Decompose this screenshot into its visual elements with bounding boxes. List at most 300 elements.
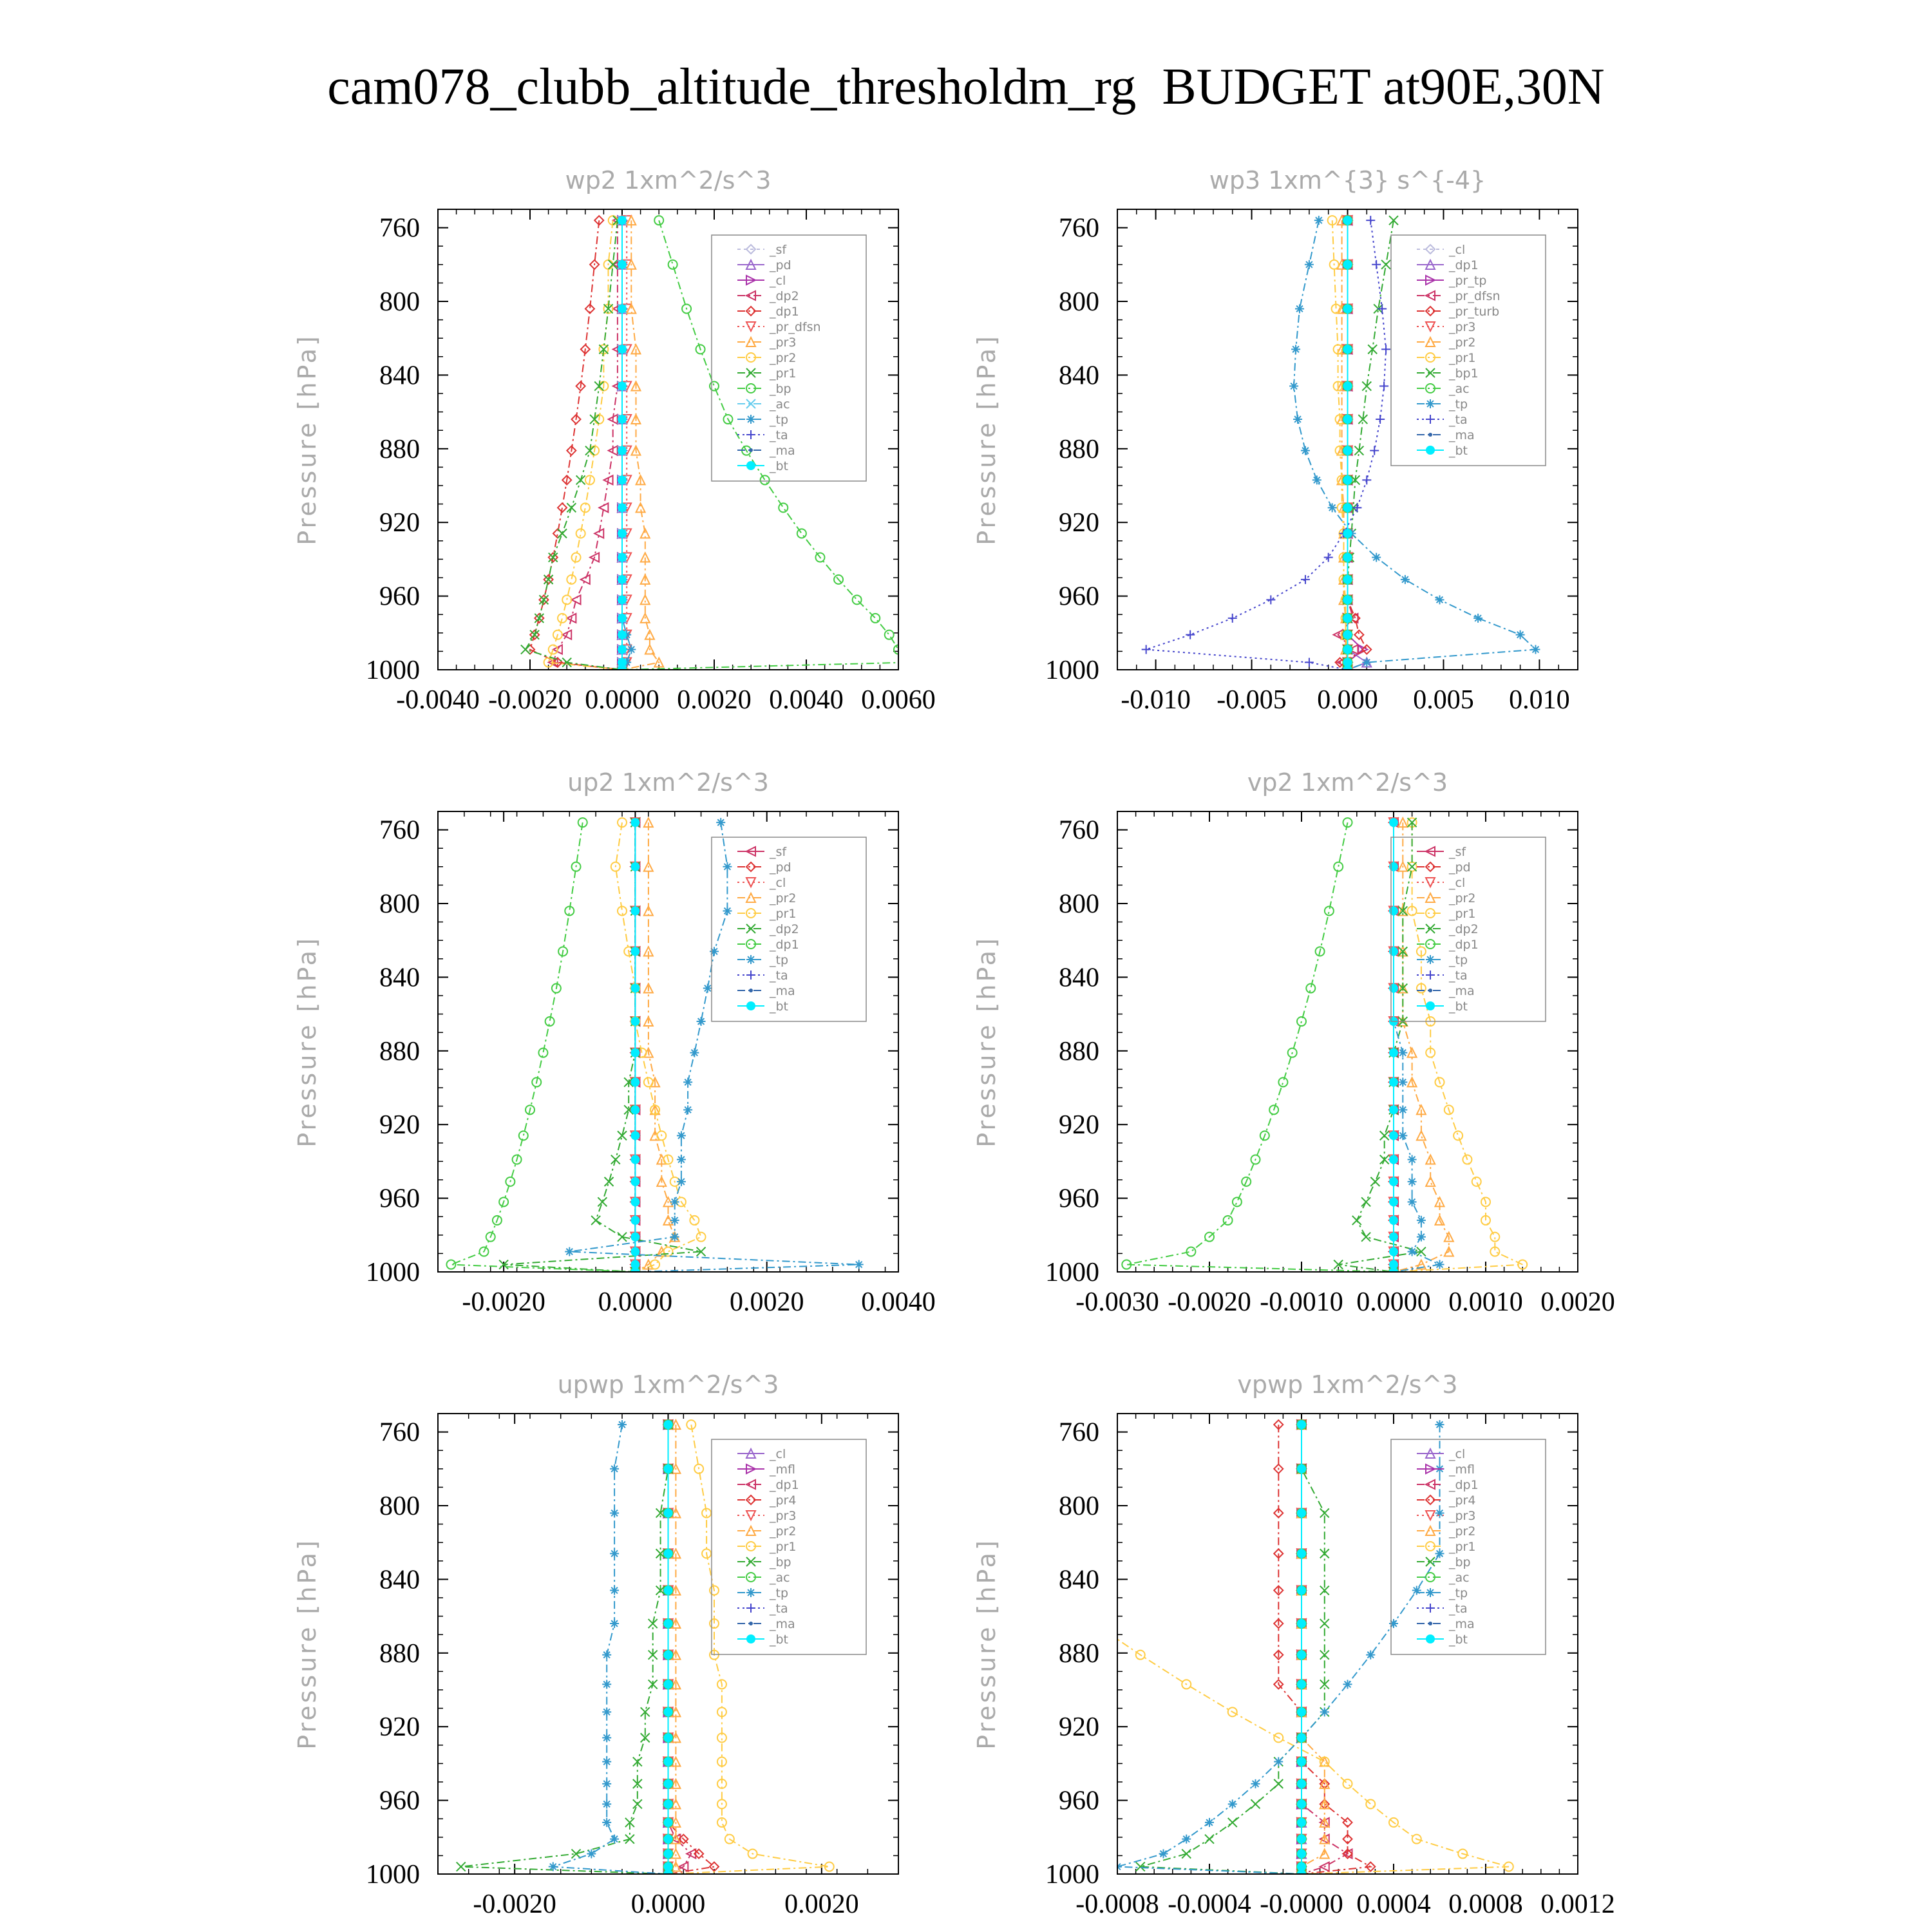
data-point — [1090, 1619, 1099, 1628]
legend-label: _ma — [1449, 1617, 1475, 1631]
legend-label: _pr1 — [1449, 1540, 1476, 1554]
x-tick-label: 0.0040 — [769, 685, 844, 715]
data-point — [1305, 260, 1314, 269]
data-point — [1389, 1197, 1398, 1206]
chart-title: wp3 1xm^{3} s^{-4} — [1209, 166, 1486, 194]
y-tick-label: 880 — [1059, 434, 1099, 464]
y-tick-label: 760 — [1059, 213, 1099, 243]
legend-marker — [746, 1604, 755, 1613]
data-point — [558, 614, 567, 623]
data-point — [664, 1707, 673, 1716]
data-point — [627, 645, 636, 654]
data-point — [1297, 1733, 1306, 1742]
data-point — [610, 1586, 619, 1595]
data-point — [618, 595, 627, 604]
x-tick-label: 0.0020 — [677, 685, 752, 715]
data-point — [1343, 382, 1352, 391]
x-tick-label: -0.0020 — [1168, 1287, 1251, 1317]
data-point — [618, 553, 627, 562]
legend-marker — [1426, 971, 1435, 980]
series-group — [521, 216, 912, 674]
y-axis-label: Pressure [hPa] — [293, 334, 321, 545]
y-axis-label: Pressure [hPa] — [972, 1538, 1001, 1750]
data-point — [630, 1048, 639, 1057]
data-point — [567, 503, 576, 512]
data-point — [630, 1077, 639, 1086]
y-tick-label: 800 — [379, 889, 420, 919]
series-line — [1394, 822, 1440, 1272]
y-tick-label: 920 — [1059, 1712, 1099, 1743]
data-point — [618, 415, 627, 424]
data-point — [1205, 1835, 1214, 1844]
data-point — [1389, 1048, 1398, 1057]
data-point — [576, 475, 585, 484]
data-point — [1295, 304, 1304, 313]
data-point — [610, 1464, 619, 1473]
data-point — [1435, 595, 1444, 604]
data-point — [602, 1799, 611, 1808]
x-tick-label: 0.0004 — [1356, 1889, 1431, 1919]
data-point — [677, 1131, 686, 1140]
legend-label: _tp — [1449, 397, 1468, 412]
data-point — [1380, 1155, 1389, 1164]
data-point — [1266, 595, 1275, 604]
data-point — [1297, 1757, 1306, 1766]
y-tick-label: 880 — [379, 1638, 420, 1669]
x-tick-label: 0.0060 — [861, 685, 936, 715]
data-point — [630, 984, 639, 993]
data-point — [1343, 529, 1352, 538]
data-point — [664, 1850, 673, 1859]
y-tick-label: 840 — [1059, 1565, 1099, 1595]
data-point — [664, 1586, 673, 1595]
x-tick-label: 0.0020 — [729, 1287, 804, 1317]
data-point — [1297, 1651, 1306, 1660]
data-point — [1389, 1233, 1398, 1242]
data-point — [1381, 260, 1390, 269]
data-point — [1389, 1155, 1398, 1164]
data-point — [618, 260, 627, 269]
data-point — [610, 1508, 619, 1517]
y-tick-label: 960 — [379, 1184, 420, 1214]
legend-label: _pr1 — [1449, 351, 1476, 365]
chart-title: up2 1xm^2/s^3 — [567, 768, 769, 797]
series-line — [1126, 822, 1394, 1272]
data-point — [1297, 1818, 1306, 1827]
data-point — [618, 1131, 627, 1140]
data-point — [1343, 446, 1352, 455]
data-point — [1297, 1835, 1306, 1844]
data-point — [618, 503, 627, 512]
x-tick-label: 0.0000 — [630, 1889, 706, 1919]
legend-marker — [1426, 399, 1435, 408]
y-tick-label: 920 — [1059, 1110, 1099, 1141]
data-point — [677, 1177, 686, 1186]
legend-label: _pr_dfsn — [1449, 289, 1501, 303]
legend-label: _pr2 — [1449, 1524, 1476, 1539]
data-point — [611, 1155, 620, 1164]
data-point — [630, 1247, 639, 1256]
data-point — [1186, 630, 1195, 639]
data-point — [549, 1862, 558, 1871]
legend-label: _cl — [1449, 876, 1466, 890]
plot-frame — [438, 209, 898, 670]
data-point — [1343, 304, 1352, 313]
data-point — [683, 1077, 692, 1086]
y-tick-label: 800 — [1059, 889, 1099, 919]
legend-label: _pr2 — [770, 891, 797, 905]
data-point — [581, 575, 590, 584]
data-point — [630, 1131, 639, 1140]
legend-marker — [749, 989, 753, 992]
legend-label: _pr4 — [1449, 1493, 1476, 1508]
series-line — [668, 1425, 829, 1874]
data-point — [1205, 1818, 1214, 1827]
data-point — [1389, 984, 1398, 993]
data-point — [1320, 1707, 1329, 1716]
data-point — [1408, 1197, 1417, 1206]
data-point — [710, 382, 719, 391]
data-point — [1389, 1247, 1398, 1256]
data-point — [871, 614, 880, 623]
data-point — [1435, 1260, 1444, 1269]
data-point — [1366, 1651, 1375, 1660]
y-tick-label: 840 — [379, 361, 420, 391]
series-group — [446, 818, 863, 1276]
x-tick-label: -0.0020 — [462, 1287, 545, 1317]
legend-marker — [746, 430, 755, 439]
y-tick-label: 1000 — [1045, 656, 1099, 685]
data-point — [664, 1818, 673, 1827]
data-point — [761, 475, 770, 484]
series-line — [451, 822, 635, 1272]
legend-marker — [1428, 1622, 1432, 1625]
legend-label: _dp2 — [1449, 922, 1479, 936]
data-point — [1408, 862, 1417, 871]
data-point — [664, 1651, 673, 1660]
data-point — [1306, 984, 1315, 993]
y-tick-label: 920 — [379, 1110, 420, 1141]
data-point — [1297, 1464, 1306, 1473]
data-point — [1531, 645, 1540, 654]
data-point — [664, 1757, 673, 1766]
y-tick-label: 800 — [379, 287, 420, 317]
data-point — [1343, 614, 1352, 623]
legend-marker — [746, 1588, 755, 1597]
legend-marker — [1426, 1001, 1435, 1010]
legend-label: _pd — [770, 860, 791, 875]
legend-label: _mfl — [770, 1463, 795, 1477]
data-point — [664, 1247, 673, 1256]
x-tick-label: -0.0000 — [1260, 1889, 1343, 1919]
data-point — [1297, 1549, 1306, 1558]
data-point — [602, 1651, 611, 1660]
series-line — [553, 1425, 668, 1874]
legend-label: _ma — [770, 1617, 795, 1631]
data-point — [1372, 260, 1381, 269]
legend-label: _dp2 — [770, 289, 799, 303]
data-point — [1490, 1233, 1499, 1242]
data-point — [1278, 1077, 1287, 1086]
y-tick-label: 920 — [379, 1712, 420, 1743]
series-line — [1348, 220, 1394, 670]
data-point — [1389, 906, 1398, 915]
y-tick-label: 1000 — [366, 656, 420, 685]
legend-label: _pr1 — [770, 907, 797, 921]
legend-label: _bp1 — [1449, 366, 1479, 381]
data-point — [664, 1619, 673, 1628]
data-point — [1228, 614, 1237, 623]
data-point — [1376, 415, 1385, 424]
legend-label: _ma — [1449, 428, 1475, 442]
data-point — [1366, 216, 1375, 225]
chart-panel — [293, 1370, 898, 1919]
legend-label: _bt — [770, 999, 789, 1014]
y-tick-label: 800 — [1059, 1492, 1099, 1521]
data-point — [1297, 1619, 1306, 1628]
data-point — [602, 1818, 611, 1827]
data-point — [1389, 818, 1398, 827]
data-point — [664, 1733, 673, 1742]
x-tick-label: -0.0008 — [1075, 1889, 1159, 1919]
data-point — [697, 1017, 706, 1026]
data-point — [1381, 345, 1390, 354]
plot-frame — [1117, 1414, 1578, 1874]
series-line — [526, 220, 622, 670]
data-point — [779, 503, 788, 512]
data-point — [641, 595, 650, 604]
chart-panel — [972, 768, 1615, 1317]
data-point — [1305, 658, 1314, 667]
data-point — [630, 1233, 639, 1242]
legend-label: _tp — [770, 413, 789, 427]
data-point — [1352, 1216, 1361, 1225]
legend-label: _tp — [770, 1586, 789, 1600]
y-tick-label: 960 — [1059, 1786, 1099, 1816]
data-point — [1389, 1177, 1398, 1186]
legend-label: _bt — [1449, 1633, 1468, 1647]
chart-panel — [972, 166, 1578, 715]
legend-label: _ac — [770, 1571, 790, 1585]
data-point — [1379, 382, 1388, 391]
chart-panel — [293, 166, 936, 715]
data-point — [1343, 415, 1352, 424]
legend-label: _pr3 — [1449, 320, 1476, 334]
y-tick-label: 1000 — [1045, 1258, 1099, 1287]
data-point — [1361, 1197, 1370, 1206]
x-tick-label: -0.005 — [1217, 685, 1287, 715]
data-point — [1343, 595, 1352, 604]
data-point — [598, 1197, 607, 1206]
legend-label: _bt — [1449, 444, 1468, 458]
data-point — [1389, 1077, 1398, 1086]
plot-frame — [1117, 811, 1578, 1272]
x-tick-label: 0.0012 — [1540, 1889, 1615, 1919]
legend-marker — [1426, 1604, 1435, 1613]
data-point — [1398, 1077, 1407, 1086]
y-tick-label: 1000 — [366, 1258, 420, 1287]
data-point — [618, 630, 627, 639]
data-point — [1398, 1131, 1407, 1140]
data-point — [723, 906, 732, 915]
x-tick-label: -0.0010 — [1260, 1287, 1343, 1317]
legend-label: _ta — [1449, 969, 1468, 983]
data-point — [1389, 1619, 1398, 1628]
legend-label: _pr_turb — [1449, 305, 1500, 319]
legend-label: _ma — [1449, 984, 1475, 998]
data-point — [1343, 553, 1352, 562]
data-point — [618, 475, 627, 484]
legend-label: _ac — [1449, 1571, 1470, 1585]
data-point — [618, 304, 627, 313]
data-point — [885, 630, 894, 639]
data-point — [1370, 446, 1379, 455]
data-point — [618, 529, 627, 538]
legend-marker — [746, 415, 755, 424]
data-point — [903, 658, 912, 667]
x-tick-label: 0.010 — [1509, 685, 1570, 715]
x-tick-label: 0.0000 — [585, 685, 659, 715]
legend-label: _ac — [770, 397, 790, 412]
data-point — [1343, 475, 1352, 484]
y-tick-label: 960 — [1059, 1184, 1099, 1214]
data-point — [1472, 1177, 1481, 1186]
data-point — [1343, 503, 1352, 512]
data-point — [1473, 614, 1482, 623]
data-point — [1389, 862, 1398, 871]
data-point — [630, 906, 639, 915]
data-point — [519, 1131, 528, 1140]
legend-marker — [1426, 415, 1435, 424]
data-point — [1297, 1508, 1306, 1517]
data-point — [1224, 1216, 1233, 1225]
data-point — [1412, 1586, 1421, 1595]
legend-label: _dp1 — [1449, 258, 1479, 272]
data-point — [610, 1835, 619, 1844]
legend-marker — [746, 1634, 755, 1643]
data-point — [1389, 1216, 1398, 1225]
data-point — [630, 1216, 639, 1225]
data-point — [664, 1680, 673, 1689]
legend-label: _sf — [1449, 845, 1466, 859]
y-tick-label: 920 — [379, 508, 420, 538]
data-point — [1435, 1549, 1444, 1558]
legend-label: _cl — [770, 876, 786, 890]
data-point — [1417, 1233, 1426, 1242]
legend-label: _bt — [770, 1633, 789, 1647]
data-point — [1362, 475, 1371, 484]
legend-label: _ma — [770, 984, 795, 998]
legend-label: _tp — [1449, 953, 1468, 967]
data-point — [664, 1508, 673, 1517]
data-point — [1343, 345, 1352, 354]
data-point — [664, 1549, 673, 1558]
legend-label: _bp — [770, 382, 791, 396]
x-tick-label: 0.0020 — [784, 1889, 859, 1919]
data-point — [668, 260, 677, 269]
y-tick-label: 1000 — [366, 1860, 420, 1889]
data-point — [1297, 1420, 1306, 1429]
data-point — [716, 818, 725, 827]
legend-label: _ta — [770, 428, 788, 442]
data-point — [1343, 1779, 1352, 1788]
y-tick-label: 760 — [379, 213, 420, 243]
data-point — [630, 1105, 639, 1114]
y-tick-label: 840 — [379, 963, 420, 993]
data-point — [446, 1260, 455, 1269]
legend-label: _sf — [770, 845, 787, 859]
legend-marker — [1426, 1588, 1435, 1597]
data-point — [1417, 1131, 1426, 1140]
legend-label: _dp1 — [1449, 938, 1479, 952]
data-point — [1182, 1835, 1191, 1844]
data-point — [618, 575, 627, 584]
legend-marker — [746, 461, 755, 470]
data-point — [1426, 1177, 1435, 1186]
data-point — [1067, 1464, 1076, 1473]
data-point — [1389, 947, 1398, 956]
legend-label: _ma — [770, 444, 795, 458]
legend-label: _pr1 — [770, 1540, 797, 1554]
data-point — [618, 1420, 627, 1429]
series-line — [1394, 822, 1449, 1272]
legend-label: _ta — [1449, 413, 1468, 427]
data-point — [1389, 1131, 1398, 1140]
data-point — [649, 1619, 658, 1628]
x-tick-label: 0.0020 — [1540, 1287, 1615, 1317]
data-point — [618, 446, 627, 455]
legend-label: _dp1 — [1449, 1478, 1479, 1492]
page-title: cam078_clubb_altitude_thresholdm_rg BUDGET at90E,30N — [327, 59, 1605, 115]
data-point — [1274, 1757, 1283, 1766]
data-point — [610, 1619, 619, 1628]
data-point — [1408, 1177, 1417, 1186]
y-tick-label: 840 — [379, 1565, 420, 1595]
legend-marker — [1426, 446, 1435, 455]
legend-label: _ta — [770, 1602, 788, 1616]
series-line — [616, 822, 701, 1272]
x-tick-label: 0.005 — [1413, 685, 1474, 715]
chart-panel — [293, 768, 936, 1317]
legend-label: _ac — [1449, 382, 1470, 396]
x-tick-label: 0.000 — [1317, 685, 1378, 715]
data-point — [1343, 645, 1352, 654]
data-point — [591, 1216, 600, 1225]
data-point — [618, 614, 627, 623]
data-point — [1389, 1105, 1398, 1114]
legend-label: _cl — [770, 1447, 786, 1461]
data-point — [1312, 475, 1321, 484]
data-point — [1297, 1799, 1306, 1808]
data-point — [630, 862, 639, 871]
x-tick-label: -0.0020 — [473, 1889, 556, 1919]
legend-label: _bt — [770, 459, 789, 473]
data-point — [650, 1260, 659, 1269]
data-point — [1398, 1048, 1407, 1057]
data-point — [1142, 645, 1151, 654]
data-point — [664, 1420, 673, 1429]
data-point — [1354, 630, 1363, 639]
data-point — [1297, 1850, 1306, 1859]
data-point — [723, 862, 732, 871]
data-point — [625, 1835, 634, 1844]
y-axis-label: Pressure [hPa] — [972, 334, 1001, 545]
data-point — [1182, 1850, 1191, 1859]
data-point — [535, 614, 544, 623]
data-point — [618, 345, 627, 354]
y-tick-label: 800 — [1059, 287, 1099, 317]
legend-marker — [749, 1622, 753, 1625]
